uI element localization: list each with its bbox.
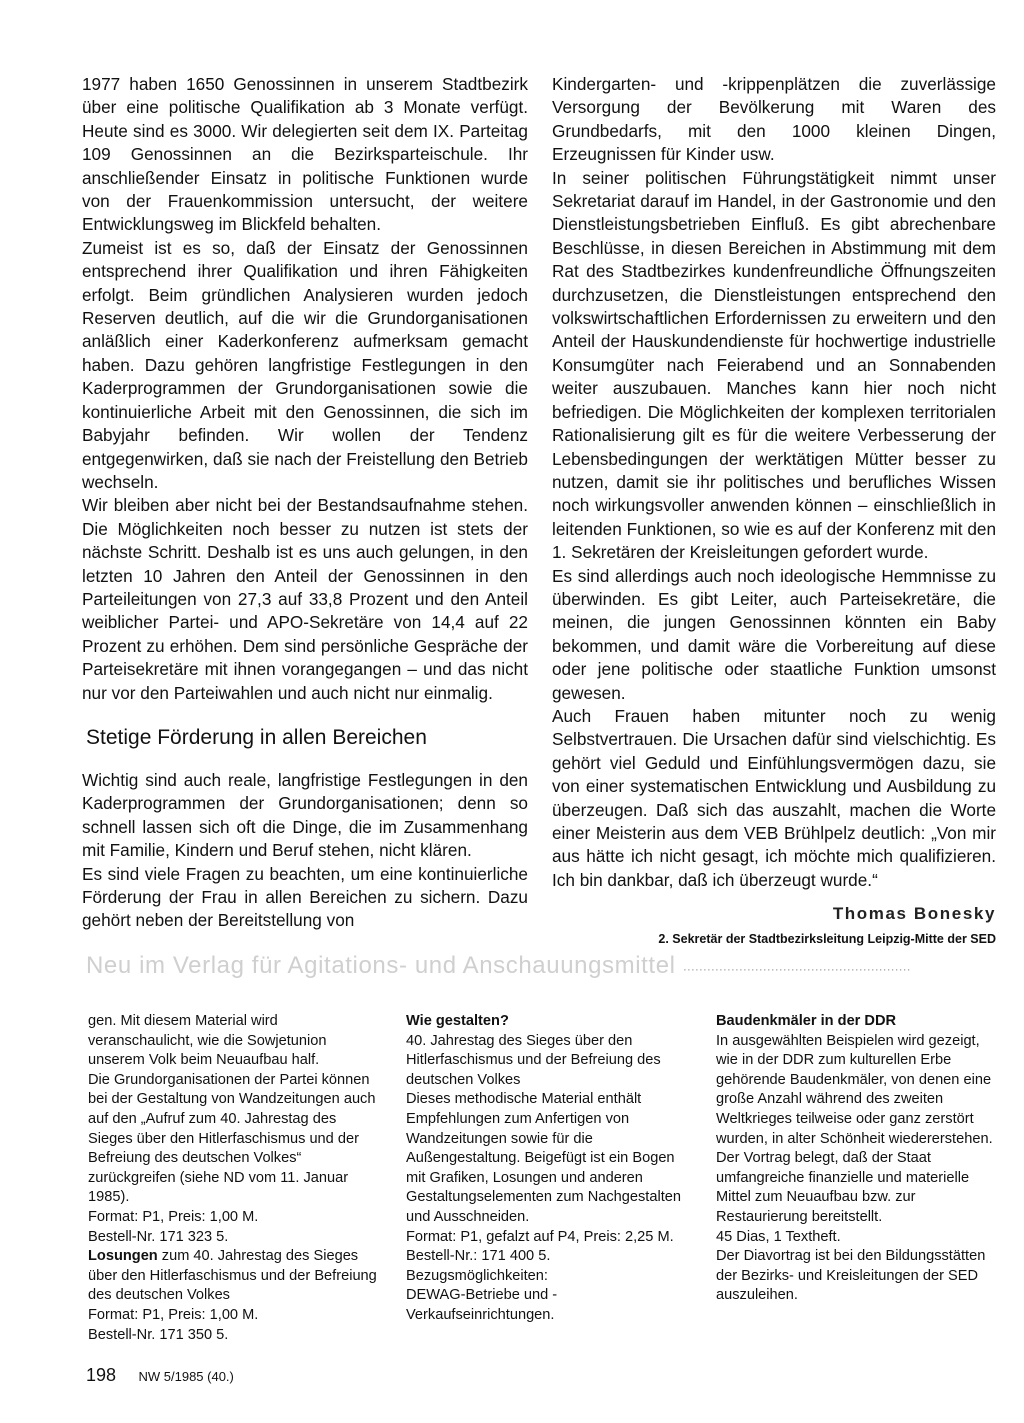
- announcement-text: In ausgewählten Beispielen wird gezeigt, wie in der DDR zum kulturellen Erbe gehörende Baudenkmäler, von denen eine große Anzahl während des zweiten Weltkrieges teilweise oder ganz zerstört wurden, in alter Schönheit wiedererstehen.: [716, 1032, 993, 1147]
- announcement-text: gen. Mit diesem Material wird veranschaulicht, wie die Sowjetunion unserem Volk beim Neuaufbau half.: [88, 1013, 327, 1069]
- publisher-banner: [86, 952, 1006, 980]
- announcement-format: Format: P1, gefalzt auf P4, Preis: 2,25 M.: [406, 1228, 674, 1245]
- announcement-text: Der Vortrag belegt, daß der Staat umfangreiche finanzielle und materielle Mittel zum Neuaufbau bzw. zur Restaurierung bereitstellt.: [716, 1150, 970, 1225]
- announcement-text: 45 Dias, 1 Textheft.: [716, 1228, 841, 1245]
- announcement-text: [88, 1247, 378, 1306]
- page-number: 198: [86, 1365, 117, 1385]
- article-right-column: [552, 73, 996, 951]
- article-left-column: [82, 73, 528, 933]
- article-paragraph: Kindergarten- und -krippenplätzen die zuverlässige Versorgung der Bevölkerung mit Waren des Grundbedarfs, mit den 1000 kleinen Dingen, Erzeugnissen für Kinder usw.: [552, 74, 996, 165]
- issue-label: NW 5/1985 (40.): [138, 1369, 234, 1384]
- article-paragraph: Wir bleiben aber nicht bei der Bestandsaufnahme stehen. Die Möglichkeiten noch besser zu nutzen ist stets der nächste Schritt. Deshalb ist es uns auch gelungen, in den letzten 10 Jahren den Anteil der Genossinnen in den Parteileitungen von 27,3 auf 33,8 Prozent und den Anteil weiblicher Partei- und APO-Sekretäre von 14,4 auf 22 Prozent zu erhöhen. Dem sind persönliche Gespräche der Parteisekretäre mit ihnen vorangegangen – und das nicht nur vor den Parteiwahlen und auch nicht nur einmalig.: [82, 495, 528, 703]
- losungen-label: Losungen: [88, 1248, 158, 1265]
- announcement-text: 40. Jahrestag des Sieges über den Hitlerfaschismus und der Befreiung des deutschen Volkes: [406, 1032, 661, 1088]
- article-paragraph: In seiner politischen Führungstätigkeit nimmt unser Sekretariat darauf im Handel, in der Gastronomie und den Dienstleistungsbetrieben Einfluß. Es gibt abrechenbare Beschlüsse, in diesen Bereichen in Abstimmung mit dem Rat des Stadtbezirkes kundenfreundliche Öffnungszeiten durchzusetzen, die Dienstleistungen entsprechend den volkswirtschaftlichen Erfordernissen zu erweitern und den Anteil der Hauskundendienste für hochwertige industrielle Konsumgüter nach Feierabend und an Sonnabenden weiter auszubauen. Manches kann hier noch nicht befriedigen. Die Möglichkeiten der komplexen territorialen Rationalisierung gilt es für die weitere Verbesserung der Lebensbedingungen der werktätigen Mütter besser zu nutzen, damit sie ihr politisches und berufliches Wissen noch wirkungsvoller anwenden können – einschließlich in leitenden Funktionen, so wie es auf der Konferenz mit den 1. Sekretären der Kreisleitungen gefordert wurde.: [552, 167, 996, 563]
- announcement-text: Der Diavortrag ist bei den Bildungsstätten der Bezirks- und Kreisleitungen der SED auszuleihen.: [716, 1248, 986, 1304]
- losungen-text: zum 40. Jahrestag des Sieges über den Hitlerfaschismus und der Befreiung des deutschen Volkes: [88, 1248, 377, 1304]
- announcement-order-number: Bestell-Nr. 171 323 5.: [88, 1228, 229, 1245]
- article-paragraph: Es sind viele Fragen zu beachten, um eine kontinuierliche Förderung der Frau in allen Bereichen zu sichern. Dazu gehört neben der Bereitstellung von: [82, 863, 528, 931]
- announcement-title: Baudenkmäler in der DDR: [716, 1013, 897, 1029]
- publisher-banner-dots: ·························································: [682, 962, 911, 976]
- article-paragraph: Es sind allerdings auch noch ideologische Hemmnisse zu überwinden. Es gibt Leiter, auch Parteisekretäre, die meinen, die jungen Genossinnen könnten ein Baby bekommen, und damit wäre die Vorbereitung auf diese oder jene politische oder staatliche Funktion umsonst gewesen.: [552, 565, 996, 703]
- publisher-banner-text: Neu im Verlag für Agitations- und Anschauungsmittel: [86, 952, 676, 979]
- author-role: 2. Sekretär der Stadtbezirksleitung Leipzig-Mitte der SED: [658, 931, 996, 946]
- announcement-column-2: [406, 1012, 688, 1326]
- announcement-text: Bezugsmöglichkeiten:: [406, 1267, 548, 1284]
- announcement-order-number: Bestell-Nr. 171 350 5.: [88, 1326, 229, 1343]
- announcement-column-3: [716, 1012, 998, 1306]
- announcement-text: Die Grundorganisationen der Partei können bei der Gestaltung von Wandzeitungen auch auf den „Aufruf zum 40. Jahrestag des Sieges über den Hitlerfaschismus und der Befreiung des deutschen Volkes“ zurückgreifen (siehe ND vom 11. Januar 1985).: [88, 1071, 376, 1206]
- announcement-format: Format: P1, Preis: 1,00 M.: [88, 1208, 259, 1225]
- announcement-text: DEWAG-Betriebe und -Verkaufseinrichtungen.: [406, 1287, 558, 1323]
- announcement-text: Dieses methodische Material enthält Empfehlungen zum Anfertigen von Wandzeitungen sowie für die Außengestaltung. Beigefügt ist ein Bogen mit Grafiken, Losungen und anderen Gestaltungselementen zum Nachgestalten und Ausschneiden.: [406, 1091, 682, 1225]
- article-paragraph: Auch Frauen haben mitunter noch zu wenig Selbstvertrauen. Die Ursachen dafür sind vielschichtig. Es gehört viel Geduld und Einfühlungsvermögen dazu, sie von einer systematischen Entwicklung und Ausbildung zu überzeugen. Daß sich das auszahlt, machen die Worte einer Meisterin aus dem VEB Brühlpelz deutlich: „Von mir aus hätte ich nicht gesagt, ich möchte mich qualifizieren. Ich bin dankbar, daß ich überzeugt wurde.“: [552, 705, 996, 890]
- announcement-column-1: [88, 1012, 378, 1345]
- article-paragraph: Wichtig sind auch reale, langfristige Festlegungen in den Kaderprogrammen der Grundorganisationen; denn so schnell lassen sich oft die Dinge, die im Zusammenhang mit Familie, Kindern und Beruf stehen, nicht klären.: [82, 769, 528, 861]
- announcement-format: Format: P1, Preis: 1,00 M.: [88, 1306, 259, 1323]
- article-paragraph: Zumeist ist es so, daß der Einsatz der Genossinnen entsprechend ihrer Qualifikation und ihren Fähigkeiten erfolgt. Beim gründlichen Analysieren wurden jedoch Reserven deutlich, auf die wir die Grundorganisationen anläßlich einer Kaderkonferenz aufmerksam gemacht haben. Dazu gehören langfristige Festlegungen in den Kaderprogrammen der Grundorganisationen sowie die kontinuierliche Arbeit mit den Genossinnen, die sich im Babyjahr befinden. Wir wollen der Tendenz entgegenwirken, daß sie nach der Freistellung den Betrieb wechseln.: [82, 237, 528, 492]
- article-subheading: Stetige Förderung in allen Bereichen: [86, 725, 427, 749]
- author-name: Thomas Bonesky: [832, 904, 996, 924]
- article-paragraph: 1977 haben 1650 Genossinnen in unserem Stadtbezirk über eine politische Qualifikation ab 3 Monate verfügt. Heute sind es 3000. Wir delegierten seit dem IX. Parteitag 109 Genossinnen an die Bezirksparteischule. Ihr anschließender Einsatz in politische Funktionen wurde von der Frauenkommission untersucht, der weitere Entwicklungsweg im Blickfeld behalten.: [82, 74, 528, 235]
- page-footer: [86, 1365, 234, 1386]
- announcement-title: Wie gestalten?: [406, 1013, 509, 1029]
- announcement-order-number: Bestell-Nr.: 171 400 5.: [406, 1248, 551, 1265]
